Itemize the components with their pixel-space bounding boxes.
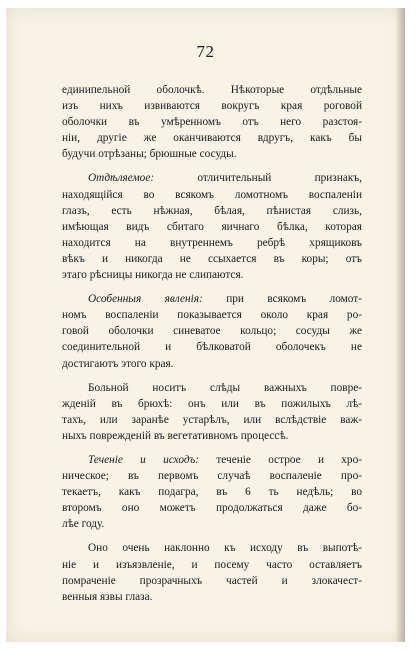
line-text: находящiйся во всякомъ ломотномъ воспаленiи [62, 188, 362, 201]
text-line [62, 146, 362, 162]
text-line [62, 219, 362, 235]
line-text: текаетъ, какъ подагра, въ 6 ть недѣль; во [62, 486, 362, 499]
paragraph [62, 291, 362, 371]
text-line [62, 516, 362, 532]
text-line [62, 573, 362, 589]
text-line [62, 251, 362, 267]
line-text: изъ нихъ извиваются вокругъ края роговой [62, 100, 362, 113]
text-line [62, 500, 362, 516]
text-line [62, 235, 362, 251]
line-text: ническое; въ первомъ случаѣ воспаленiе про- [62, 470, 362, 483]
text-line [62, 307, 362, 323]
text-line [62, 130, 362, 146]
line-text: этаго рѣсницы никогда не слипаются. [62, 269, 244, 282]
paragraph [62, 82, 362, 162]
line-text: тахъ, или заранѣе устарѣлъ, или вслѣдствiе важ- [62, 413, 362, 426]
paragraph-heading: Теченiе и исходъ: [88, 453, 200, 466]
text-line [62, 540, 362, 556]
paragraph-heading: Особенныя явленiя: [88, 293, 203, 306]
text-line [62, 187, 362, 203]
text-line [62, 203, 362, 219]
paragraph [62, 452, 362, 532]
line-text: венныя язвы глаза. [62, 590, 153, 603]
line-text: глазъ, есть нѣжная, бѣлая, пѣнистая слизь, [62, 204, 362, 217]
text-line [62, 380, 362, 396]
line-text: жденiй въ брюхѣ: онъ или въ пожилыхъ лѣ- [62, 397, 362, 410]
text-line [62, 428, 362, 444]
line-text: оболочки въ умѣренномъ отъ него разстоя- [62, 116, 362, 129]
line-text: теченiе острое и хро- [199, 453, 362, 466]
line-text: достигаютъ этого края. [62, 357, 174, 370]
paragraph-heading: Отдѣляемое: [88, 172, 155, 185]
line-text: помраченiе прозрачныхъ частей и злокачест- [62, 574, 362, 587]
text-line [62, 412, 362, 428]
line-text: вѣкъ и никогда не ссыхается въ коры; отъ [62, 252, 362, 265]
page-number: 72 [196, 42, 215, 61]
text-line [62, 356, 362, 372]
line-text: единипельной оболочкѣ. Нѣкоторые отдѣльные [62, 84, 362, 96]
text-line [62, 468, 362, 484]
text-line [62, 323, 362, 339]
text-line [62, 82, 362, 98]
text-line [62, 452, 362, 468]
text-line [62, 267, 362, 283]
text-line [62, 339, 362, 355]
line-text: при всякомъ ломот- [202, 293, 363, 306]
line-text: ныхъ поврежденiй въ вегетативномъ процессѣ. [62, 429, 289, 442]
body-text [62, 82, 362, 613]
line-text: нiи, другiе же оканчиваются вдругъ, какъ бы [62, 132, 362, 145]
line-text: лѣе году. [62, 518, 105, 531]
line-text: Оно очень наклонно къ исходу въ выпотѣ- [88, 542, 362, 555]
book-page [6, 8, 405, 642]
line-text: второмъ оно можетъ продолжаться даже бо- [62, 502, 362, 515]
line-text: отличительный признакъ, [154, 172, 362, 185]
paragraph [62, 540, 362, 604]
line-text: находится на внутреннемъ ребрѣ хрящиковъ [62, 236, 362, 249]
line-text: Больной носитъ слѣды важныхъ повре- [88, 381, 362, 394]
text-line [62, 98, 362, 114]
line-text: будучи отрѣзаны; брюшные сосуды. [62, 148, 237, 161]
text-line [62, 170, 362, 186]
line-text: имѣющая видъ сбитаго яичнаго бѣлка, которая [62, 220, 362, 233]
page-spine-shadow [395, 8, 405, 642]
text-line [62, 589, 362, 605]
text-line [62, 396, 362, 412]
text-line [62, 557, 362, 573]
text-line [62, 114, 362, 130]
text-line [62, 484, 362, 500]
paragraph [62, 380, 362, 444]
line-text: нiе и изъязвленiе, и посему часто оставляетъ [62, 558, 362, 571]
line-text: соединительной и бѣлковатой оболочекъ не [62, 341, 362, 354]
paragraph [62, 170, 362, 283]
line-text: говой оболочки синеватое кольцо; сосуды же [62, 325, 362, 338]
text-line [62, 291, 362, 307]
line-text: номъ воспаленiи показывается около края ро- [62, 309, 362, 322]
